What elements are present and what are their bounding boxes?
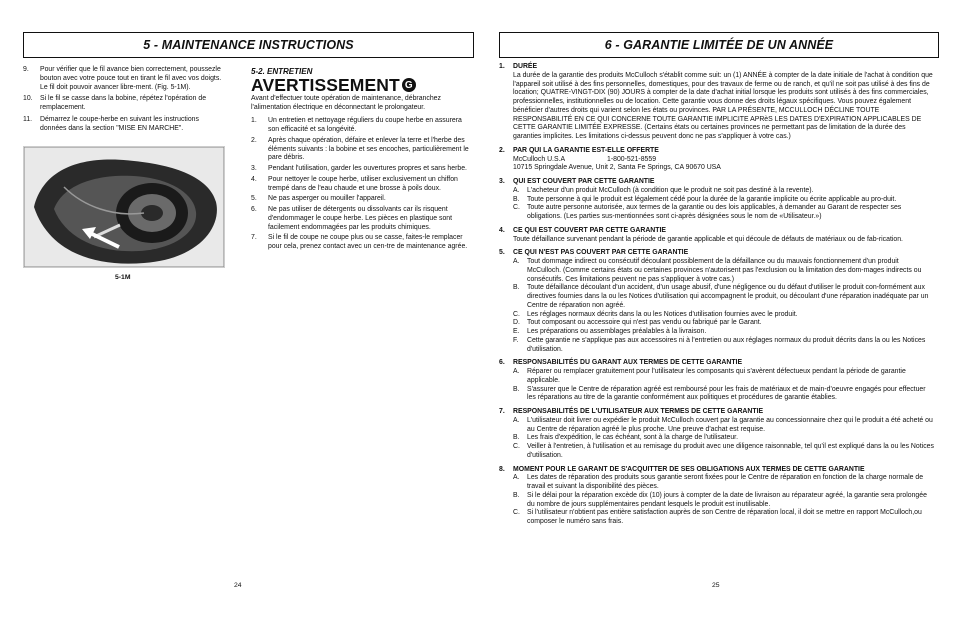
warranty-list-item (513, 492, 934, 510)
item-text: Tout composant ou accessoire qui n'est pas vendu ou fabriqué par le Garant. (527, 319, 762, 327)
warranty-section-heading (499, 227, 934, 236)
item-text: Les dates de réparation des produits sous garantie seront fixées pour le Centre de réparation en fonction de la charge normale de travail et suivant la disponibilité des pièces. (527, 474, 924, 490)
warranty-title: 6 - GARANTIE LIMITÉE DE UN ANNÉE (604, 38, 834, 52)
warranty-section-heading (499, 408, 934, 417)
figure-caption: 5-1M (115, 274, 131, 282)
list-item (23, 116, 223, 134)
item-text: Pour vérifier que le fil avance bien correctement, poussezle bouton avec votre pouce tout en tirant le fil avec vos doigts. Le fil doit pouvoir avancer libre-ment. (Fig. 5-1M). (40, 66, 222, 91)
item-text: Les frais d'expédition, le cas échéant, sont à la charge de l'utilisateur. (527, 434, 739, 442)
item-text: Ne pas utiliser de détergents ou dissolvants car ils risquent d'endommager le coupe herbe. Les pièces en plastique sont facilement endommagées par les produits chimiques. (268, 206, 453, 231)
item-letter: A. (513, 186, 520, 194)
section-title: RESPONSABILITÉS DU GARANT AUX TERMES DE CETTE GARANTIE (513, 359, 743, 367)
warning-intro: Avant d'effectuer toute opération de maintenance, débranchez l'alimentation électrique en déconnectant le prolongateur. (251, 94, 441, 111)
phone-number: 1-800-521-8559 (607, 155, 657, 163)
item-text: Démarrez le coupe-herbe en suivant les instructions données dans la section "MISE EN MARCHE". (40, 115, 199, 132)
item-text: Les préparations ou assemblages préalables à la livraison. (527, 328, 707, 335)
item-text: Veiller à l'entretien, à l'utilisation et au remisage du produit avec une diligence raisonnable, tel qu'il est expliqué dans la ou les Notices d'utilisation. (527, 443, 934, 459)
item-letter: E. (513, 328, 520, 335)
list-item (251, 206, 473, 232)
item-text: Tout dommage indirect ou consécutif découlant possiblement de la défaillance ou du mauvais fonctionnement d'un produit McCulloch. (Comme certains états ou certaines provinces n'autorisent pas l'exclusion ou la limitation des dom-mages indirects ou consécutifs. Ces limitations peuvent ne pas s'appliquer à votre cas.) (527, 258, 922, 283)
item-letter: F. (513, 336, 519, 344)
item-text: Si le fil se casse dans la bobine, répétez l'opération de remplacement. (40, 95, 207, 111)
section-title: CE QUI N'EST PAS COUVERT PAR CETTE GARANTIE (513, 249, 689, 257)
section-title: QUI EST COUVERT PAR CETTE GARANTIE (513, 178, 655, 185)
item-letter: C. (513, 204, 520, 212)
item-text: Pendant l'utilisation, garder les ouvertures propres et sans herbe. (268, 165, 467, 172)
warning-heading (251, 74, 473, 95)
warranty-section-heading (499, 359, 934, 368)
item-text: Si l'utilisateur n'obtient pas entière satisfaction auprès de son Centre de réparation local, il doit se mettre en rapport McCulloch,ou composer le numéro sans frais. (527, 509, 922, 525)
item-text: Cette garantie ne s'applique pas aux accessoires ni à l'entretien ou aux réglages normaux du produit décrits dans la ou les Notices d'utilisation. (527, 336, 926, 353)
warranty-section-body (499, 187, 934, 222)
maintenance-column-2 (251, 66, 473, 254)
item-letter: C. (513, 509, 520, 517)
list-item (251, 176, 473, 194)
item-letter: B. (513, 491, 520, 499)
warranty-section-body (499, 72, 934, 142)
warning-circle-icon: G (402, 78, 416, 92)
warranty-section-body (499, 368, 934, 403)
section-header-warranty (499, 32, 939, 58)
warning-text: AVERTISSEMENT (251, 74, 400, 95)
warranty-list-item (513, 434, 934, 443)
warranty-section-heading (499, 147, 934, 156)
warranty-list-item (513, 319, 934, 328)
item-number: 2. (251, 136, 257, 144)
address-line (513, 156, 934, 165)
item-letter: B. (513, 195, 520, 203)
section-title: MOMENT POUR LE GARANT DE S'ACQUITTER DE SES OBLIGATIONS AUX TERMES DE CETTE GARANTIE (513, 465, 865, 473)
item-letter: C. (513, 310, 520, 318)
step-list (23, 66, 223, 133)
item-text: Les réglages normaux décrits dans la ou les Notices d'utilisation fournies avec le produit. (527, 310, 798, 318)
warranty-section-heading (499, 63, 934, 72)
item-text: Un entretien et nettoyage réguliers du coupe herbe en assurera son efficacité et sa longévité. (268, 117, 462, 133)
warranty-list-item (513, 187, 934, 196)
maintenance-list (251, 117, 473, 252)
item-number: 10. (23, 95, 33, 103)
section-number: 3. (499, 178, 505, 185)
page-number-left: 24 (234, 582, 242, 589)
company-name: McCulloch U.S.A (513, 155, 566, 163)
item-number: 4. (251, 175, 257, 183)
item-text: S'assurer que le Centre de réparation agréé est remboursé pour les frais de matériaux et de main-d'oeuvre engagés pour effectuer les réparations au titre de la garantie conformément aux politiques et procédures de garantie établies. (527, 385, 926, 402)
warranty-list-item (513, 328, 934, 337)
item-text: Réparer ou remplacer gratuitement pour l'utilisateur les composants qui s'avèrent défectueux pendant la période de garantie applicable. (527, 368, 906, 384)
figure-5-1m (23, 146, 225, 268)
warranty-column (499, 63, 934, 527)
maintenance-column-1 (23, 66, 223, 283)
list-item (251, 195, 473, 204)
list-item (23, 95, 223, 113)
item-letter: D. (513, 319, 520, 327)
section-number: 1. (499, 63, 505, 70)
item-text: Pour nettoyer le coupe herbe, utiliser exclusivement un chiffon trempé dans de l'eau chaude et une brosse à poils doux. (268, 175, 458, 192)
section-title: DURÉE (513, 63, 538, 70)
list-item (251, 165, 473, 174)
section-title: CE QUI EST COUVERT PAR CETTE GARANTIE (513, 226, 667, 234)
warranty-list-item (513, 386, 934, 404)
warranty-list-item (513, 337, 934, 355)
item-text: Toute personne à qui le produit est légalement cédé pour la durée de la garantie implicite ou écrite applicable au pro-duit. (527, 195, 897, 203)
section-number: 7. (499, 408, 505, 415)
subsection-title: 5-2. ENTRETIEN (251, 67, 313, 76)
section-number: 8. (499, 465, 505, 473)
warranty-list-item (513, 509, 934, 527)
warranty-list-item (513, 311, 934, 320)
warranty-section-body (499, 236, 934, 245)
warranty-section-heading (499, 249, 934, 258)
warranty-section-body (499, 474, 934, 527)
item-text: Si le délai pour la réparation excède dix (10) jours à compter de la date de livraison au réparateur agréé, la garantie sera prolongée du nombre de jours supplémentaires pendant lesquels le produit est inutilisable. (527, 491, 927, 508)
warranty-list-item (513, 204, 934, 222)
list-item (23, 66, 223, 92)
warranty-section-heading (499, 178, 934, 187)
item-text: Après chaque opération, défaire et enlever la terre et l'herbe des éléments suivants : la bobine et ses encoches, particulièrement le pare débris. (268, 136, 469, 162)
warranty-list-item (513, 368, 934, 386)
item-letter: A. (513, 258, 520, 265)
item-number: 5. (251, 195, 257, 203)
warranty-section-heading (499, 466, 934, 475)
item-text: Toute autre personne autorisée, aux termes de la garantie ou des lois applicables, à demander au Garant de respecter ses obligations. (Les parties sus-mentionnées sont ci-après désignées sous le nom de «Utilisateur.») (527, 204, 902, 220)
warranty-list-item (513, 284, 934, 310)
item-number: 9. (23, 66, 29, 73)
item-text: Si le fil de coupe ne coupe plus ou se casse, faites-le remplacer pour cela, prenez contact avec un cen-tre de maintenance agrée. (268, 234, 468, 250)
item-text: L'utilisateur doit livrer ou expédier le produit McCulloch couvert par la garantie au concessionnaire chez qui le produit a été acheté ou au Centre de réparation agréé le plus proche. Une preuve d'achat est requise. (527, 416, 933, 433)
item-letter: A. (513, 368, 520, 375)
item-number: 11. (23, 115, 33, 123)
warranty-list-item (513, 474, 934, 492)
warranty-section-body (499, 417, 934, 461)
section-number: 4. (499, 226, 505, 234)
item-letter: B. (513, 284, 520, 292)
section-number: 5. (499, 249, 505, 257)
trimmer-head-illustration (24, 147, 224, 267)
section-title: RESPONSABILITÉS DE L'UTILISATEUR AUX TERMES DE CETTE GARANTIE (513, 408, 764, 415)
page-number-right: 25 (712, 582, 720, 589)
warranty-section-body (499, 156, 934, 174)
item-number: 7. (251, 234, 257, 242)
item-letter: A. (513, 416, 520, 424)
section-header-maintenance (23, 32, 474, 58)
street-address: 10715 Springdale Avenue, Unit 2, Santa Fe Springs, CA 90670 USA (513, 164, 721, 172)
list-item (251, 234, 473, 252)
item-text: L'acheteur d'un produit McCulloch (à condition que le produit ne soit pas destiné à la revente). (527, 186, 814, 194)
item-number: 1. (251, 117, 257, 125)
section-paragraph: La durée de la garantie des produits McCulloch s'établit comme suit: un (1) ANNÉE à compter de la date initiale de l'achat à condition que l'appareil soit utilisé à des fins personnelles, domestiques, pour des travaux de ferme ou de ranch, et qu'il ne soit pas utilisé à des fins de location; QUATRE-VINGT-DIX (90) JOURS à compter de la date d'achat initial lorsque les produits sont utilisés à des fins commerciales, professionnelles, institutionnelles ou de location. Cette garantie vous donne des droits légaux spécifiques. Vous pouvez également bénéficier d'autres droits qui varient selon les états ou provinces. PAR LA PRÉSENTE, MCCULLOCH DÉCLINE TOUTE RESPONSABILITÉ EN CE QUI CONCERNE TOUTE GARANTIE IMPLICITE APRèS LES DATES D'EXPIRATION APPLICABLES DE CETTE GARANTIE LIMITÉE EXPRESSE. (Certains états ou certaines provinces ne permettant pas de limitation de la durée des garanties implicites. Les limitations ci-dessus peuvent donc ne pas s'appliquer à votre cas.) (513, 71, 933, 140)
warranty-list-item (513, 417, 934, 435)
item-number: 3. (251, 165, 257, 172)
item-letter: A. (513, 474, 520, 482)
item-letter: B. (513, 385, 520, 393)
section-title: PAR QUI LA GARANTIE EST-ELLE OFFERTE (513, 146, 659, 154)
section-number: 6. (499, 359, 505, 367)
section-number: 2. (499, 146, 505, 154)
item-text: Ne pas asperger ou mouiller l'appareil. (268, 195, 386, 203)
warranty-list-item (513, 196, 934, 205)
list-item (251, 137, 473, 163)
maintenance-title: 5 - MAINTENANCE INSTRUCTIONS (143, 38, 354, 52)
item-letter: C. (513, 443, 520, 450)
section-paragraph: Toute défaillance survenant pendant la période de garantie applicable et qui découle de défauts de matériaux ou de fab-rication. (513, 235, 903, 243)
item-number: 6. (251, 206, 257, 213)
warranty-section-body (499, 258, 934, 354)
item-text: Toute défaillance découlant d'un accident, d'un usage abusif, d'une négligence ou du défaut d'utiliser le produit con-formément aux directives fournies dans la ou les Notices d'utilisation qui accompagnent le produit, ou découlant d'une réparation inadéquate par un Centre de réparation non agréé. (527, 284, 929, 309)
item-letter: B. (513, 434, 520, 442)
list-item (251, 117, 473, 135)
warranty-list-item (513, 443, 934, 461)
warranty-list-item (513, 258, 934, 284)
